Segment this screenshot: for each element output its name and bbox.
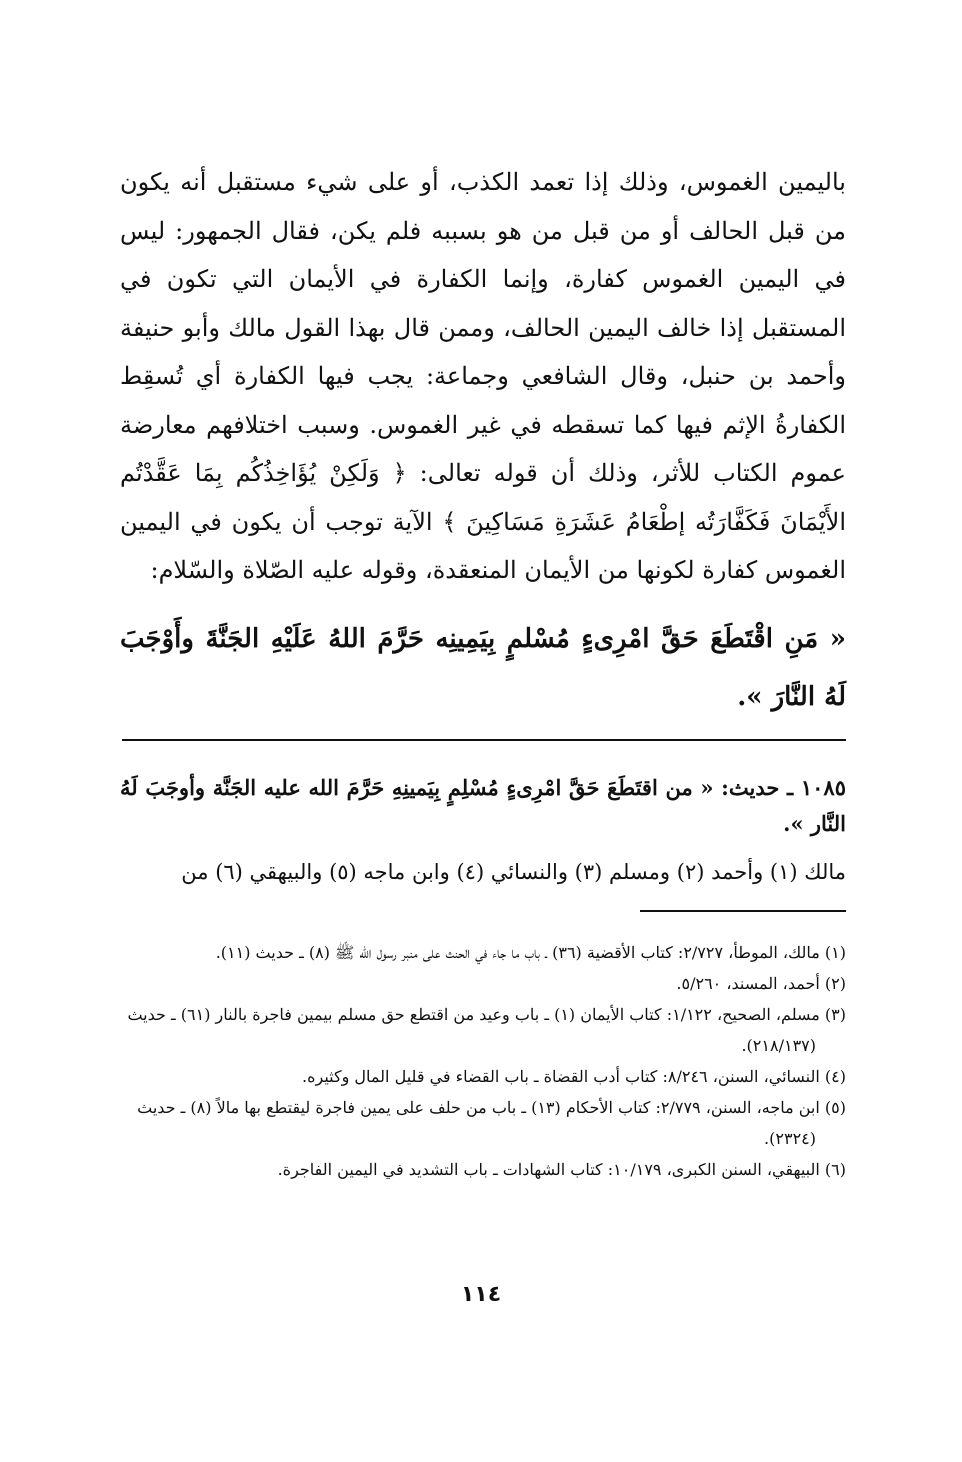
hadith-reference: ١٠٨٥ ـ حديث: « من اقتَطَعَ حَقَّ امْرِىءٍ مُسْلِمٍ بِيَمينِهِ حَرَّمَ الله عليه الجَنَّة وأوجَبَ لَهُ النَّار ».	[120, 775, 846, 836]
commentary-divider	[122, 739, 846, 741]
hadith-sources: مالك (١) وأحمد (٢) ومسلم (٣) والنسائي (٤) وابن ماجه (٥) والبيهقي (٦) من	[181, 860, 846, 884]
page-number: ١١٤	[460, 1282, 502, 1307]
main-text-block	[120, 158, 846, 595]
footnotes-list	[118, 937, 846, 1185]
footnote-4: (٤) النسائي، السنن، ٨/٢٤٦: كتاب أدب القضاة ـ باب القضاء في قليل المال وكثيره.	[302, 1067, 846, 1086]
footnote-2: (٢) أحمد، المسند، ٥/٢٦٠.	[676, 974, 846, 993]
footnote-1: (١) مالك، الموطأ، ٢/٧٢٧: كتاب الأقضية (٣٦) ـ باب ما جاء في الحنث على منبر رسول الله ﷺ (٨) ـ حديث (١١).	[215, 943, 846, 962]
footnote-6: (٦) البيهقي، السنن الكبرى، ١٠/١٧٩: كتاب الشهادات ـ باب التشديد في اليمين الفاجرة.	[277, 1160, 846, 1179]
hadith-quote: « مَنِ اقْتَطَعَ حَقَّ امْرِىءٍ مُسْلمٍ بِيَمِينِه حَرَّمَ اللهُ عَلَيْهِ الجَنَّةَ وأَوْجَبَ لَهُ النَّارَ ».	[120, 624, 846, 712]
main-paragraph: باليمين الغموس، وذلك إذا تعمد الكذب، أو على شيء مستقبل أنه يكون من قبل الحالف أو من قبل من هو بسببه فلم يكن، فقال الجمهور: ليس في اليمين الغموس كفارة، وإنما الكفارة في الأيمان التي تكون في المستقبل إذا خالف اليمين الحالف، وممن قال بهذا القول مالك وأبو حنيفة وأحمد بن حنبل، وقال الشافعي وجماعة: يجب فيها الكفارة أي تُسقِط الكفارةُ الإثم فيها كما تسقطه في غير الغموس. وسبب اختلافهم معارضة عموم الكتاب للأثر، وذلك أن قوله تعالى: ﴿ وَلَكِنْ يُؤَاخِذُكُم بِمَا عَقَّدْتُم الأَيْمَانَ فَكَفَّارَتُه إطْعَامُ عَشَرَةِ مَسَاكِينَ ﴾ الآية توجب أن يكون في اليمين الغموس كفارة لكونها من الأيمان المنعقدة، وقوله عليه الصّلاة والسّلام:	[120, 168, 846, 584]
footnote-divider	[640, 910, 846, 912]
commentary-block	[120, 770, 846, 890]
footnote-5: (٥) ابن ماجه، السنن، ٢/٧٧٩: كتاب الأحكام (١٣) ـ باب من حلف على يمين فاجرة ليقتطع بها مالاً (٨) ـ حديث (٢٣٢٤).	[137, 1098, 846, 1148]
footnote-3: (٣) مسلم، الصحيح، ١/١٢٢: كتاب الأيمان (١) ـ باب وعيد من اقتطع حق مسلم بيمين فاجرة بالنار (٦١) ـ حديث (٢١٨/١٣٧).	[127, 1005, 846, 1055]
